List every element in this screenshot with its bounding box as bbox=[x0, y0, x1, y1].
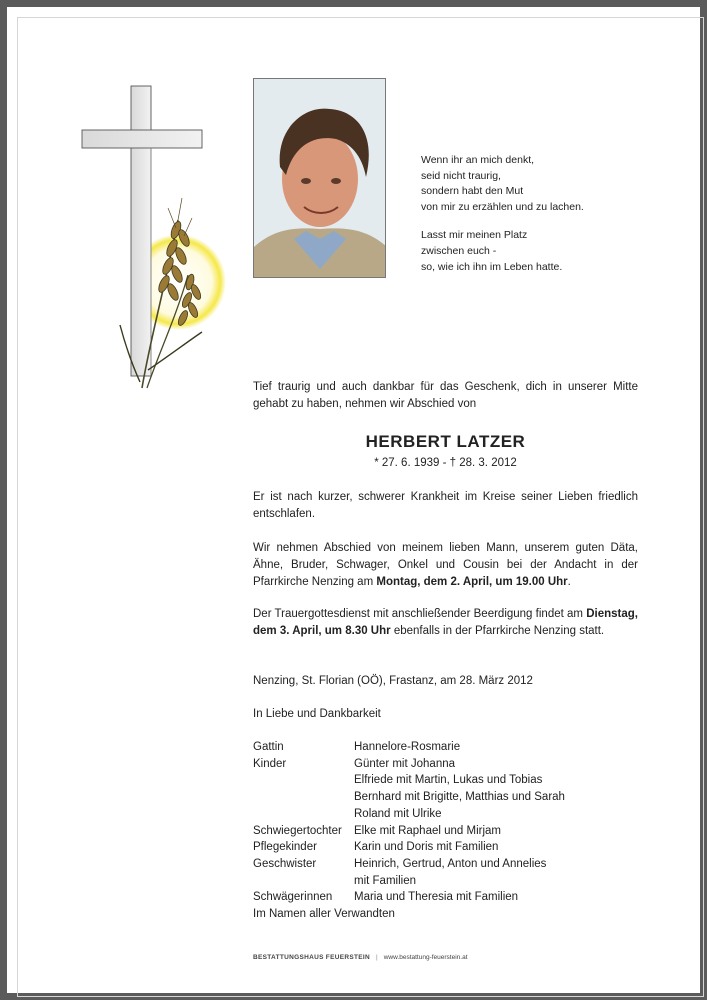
place-date: Nenzing, St. Florian (OÖ), Frastanz, am 28. März 2012 bbox=[253, 675, 533, 687]
paragraph-passing: Er ist nach kurzer, schwerer Krankheit im Kreise seiner Lieben friedlich entschlafen. bbox=[253, 491, 638, 520]
mourner-names: Maria und Theresia mit Familien bbox=[354, 891, 519, 904]
relation-label: Pflegekinder bbox=[253, 841, 317, 854]
mourner-row bbox=[253, 823, 638, 840]
paragraph-funeral bbox=[253, 606, 638, 640]
wake-date: Montag, dem 2. April, um 19.00 Uhr bbox=[376, 576, 568, 588]
relation-label: Schwägerinnen bbox=[253, 891, 333, 904]
funeral-home-website: www.bestattung-feuerstein.at bbox=[383, 954, 468, 961]
poem-line: von mir zu erzählen und zu lachen. bbox=[421, 200, 584, 213]
portrait-photo bbox=[253, 78, 386, 278]
mourner-names: Hannelore-Rosmarie bbox=[354, 741, 461, 753]
cross-wheat-illustration bbox=[50, 70, 240, 410]
mourners-list bbox=[253, 739, 638, 906]
intro-text: Tief traurig und auch dankbar für das Geschenk, dich in unserer Mitte gehabt zu haben, nehmen wir Abschied von bbox=[253, 381, 638, 410]
poem-line: sondern habt den Mut bbox=[421, 185, 524, 198]
funeral-home-name: BESTATTUNGSHAUS FEUERSTEIN bbox=[253, 954, 370, 961]
mourner-row bbox=[253, 839, 638, 856]
mourner-names: Elfriede mit Martin, Lukas und Tobias bbox=[354, 774, 543, 787]
funeral-end: ebenfalls in der Pfarrkirche Nenzing statt. bbox=[390, 625, 605, 637]
poem bbox=[421, 153, 671, 275]
poem-line: zwischen euch - bbox=[421, 244, 497, 257]
wake-text: Wir nehmen Abschied von meinem lieben Mann, unserem guten Däta, Ähne, Bruder, Schwager, Onkel und Cousin bei der Andacht in der Pfarrkirche Nenzing am bbox=[253, 542, 638, 588]
mourner-row bbox=[253, 739, 638, 756]
mourner-names: Bernhard mit Brigitte, Matthias und Sarah bbox=[354, 791, 565, 804]
mourner-row bbox=[253, 856, 638, 889]
relation-label: Schwiegertochter bbox=[253, 824, 342, 837]
wake-end: . bbox=[567, 576, 571, 588]
life-dates: * 27. 6. 1939 - † 28. 3. 2012 bbox=[374, 457, 517, 469]
relation-label: Kinder bbox=[253, 757, 287, 770]
poem-line: Lasst mir meinen Platz bbox=[421, 229, 528, 242]
mourner-names: mit Familien bbox=[354, 874, 416, 887]
mourner-names: Roland mit Ulrike bbox=[354, 807, 442, 820]
funeral-date: Dienstag, dem 3. April, um 8.30 Uhr bbox=[253, 608, 638, 637]
mourner-names: Karin und Doris mit Familien bbox=[354, 841, 499, 854]
portrait-icon bbox=[254, 79, 386, 278]
mourner-names: Heinrich, Gertrud, Anton und Annelies bbox=[354, 857, 547, 870]
relation-label: Geschwister bbox=[253, 857, 317, 870]
relation-label: Gattin bbox=[253, 741, 284, 753]
poem-line: so, wie ich ihn im Leben hatte. bbox=[421, 260, 563, 273]
footer bbox=[253, 954, 468, 961]
mourner-row bbox=[253, 889, 638, 906]
mourner-names: Günter mit Johanna bbox=[354, 757, 456, 770]
footer-separator: | bbox=[375, 954, 378, 961]
funeral-text: Der Trauergottesdienst mit anschließender Beerdigung findet am bbox=[253, 608, 587, 620]
deceased-name: HERBERT LATZER bbox=[365, 432, 526, 451]
mourner-row bbox=[253, 756, 638, 823]
final-line: Im Namen aller Verwandten bbox=[253, 908, 395, 920]
paragraph-wake bbox=[253, 540, 638, 591]
mourner-names: Elke mit Raphael und Mirjam bbox=[354, 824, 502, 837]
closing-phrase: In Liebe und Dankbarkeit bbox=[253, 708, 381, 720]
poem-line: Wenn ihr an mich denkt, bbox=[421, 154, 535, 166]
poem-line: seid nicht traurig, bbox=[421, 169, 501, 182]
